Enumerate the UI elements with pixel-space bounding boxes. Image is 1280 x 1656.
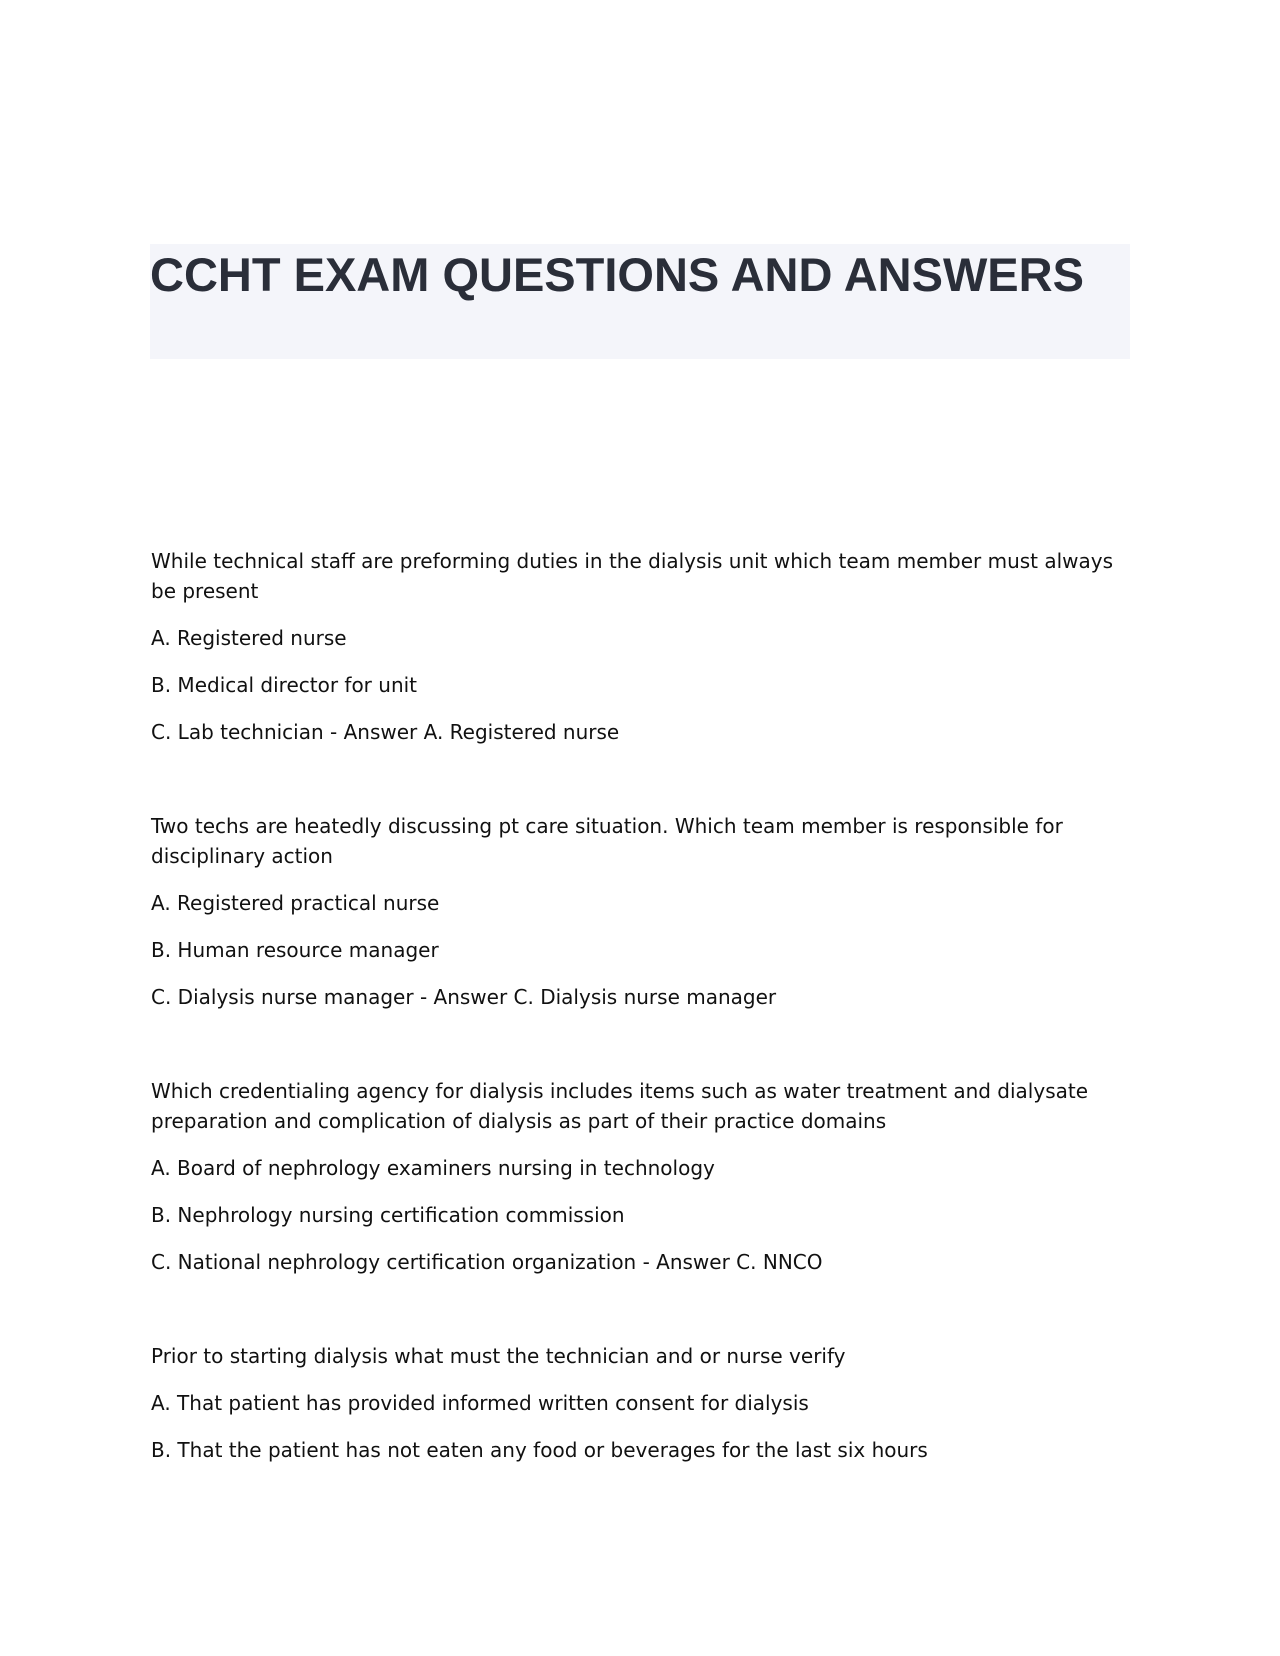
answer-option-c: C. Dialysis nurse manager - Answer C. Dialysis nurse manager (151, 985, 777, 1009)
answer-option-c: C. Lab technician - Answer A. Registered nurse (151, 720, 620, 744)
question-block-1 (151, 546, 1131, 747)
question-block-2 (151, 811, 1131, 1012)
question-text: Prior to starting dialysis what must the technician and or nurse verify (151, 1344, 846, 1368)
answer-option-b: B. Medical director for unit (151, 673, 418, 697)
question-block-3 (151, 1076, 1131, 1277)
answer-option-a: A. Registered nurse (151, 626, 347, 650)
question-text: Which credentialing agency for dialysis includes items such as water treatment and dialysate preparation and complication of dialysis as part of their practice domains (151, 1079, 1089, 1133)
document-title: CCHT EXAM QUESTIONS AND ANSWERS (150, 248, 1084, 301)
question-block-4 (151, 1341, 1131, 1465)
question-text: Two techs are heatedly discussing pt care situation. Which team member is responsible for disciplinary action (151, 814, 1063, 868)
question-text: While technical staff are preforming duties in the dialysis unit which team member must always be present (151, 549, 1114, 603)
answer-option-a: A. Board of nephrology examiners nursing in technology (151, 1156, 715, 1180)
answer-option-b: B. Human resource manager (151, 938, 439, 962)
answer-option-b: B. That the patient has not eaten any food or beverages for the last six hours (151, 1438, 928, 1462)
title-block (150, 244, 1130, 359)
questions-list (151, 546, 1131, 1529)
answer-option-b: B. Nephrology nursing certification commission (151, 1203, 625, 1227)
answer-option-a: A. That patient has provided informed written consent for dialysis (151, 1391, 809, 1415)
answer-option-c: C. National nephrology certification organization - Answer C. NNCO (151, 1250, 823, 1274)
answer-option-a: A. Registered practical nurse (151, 891, 440, 915)
